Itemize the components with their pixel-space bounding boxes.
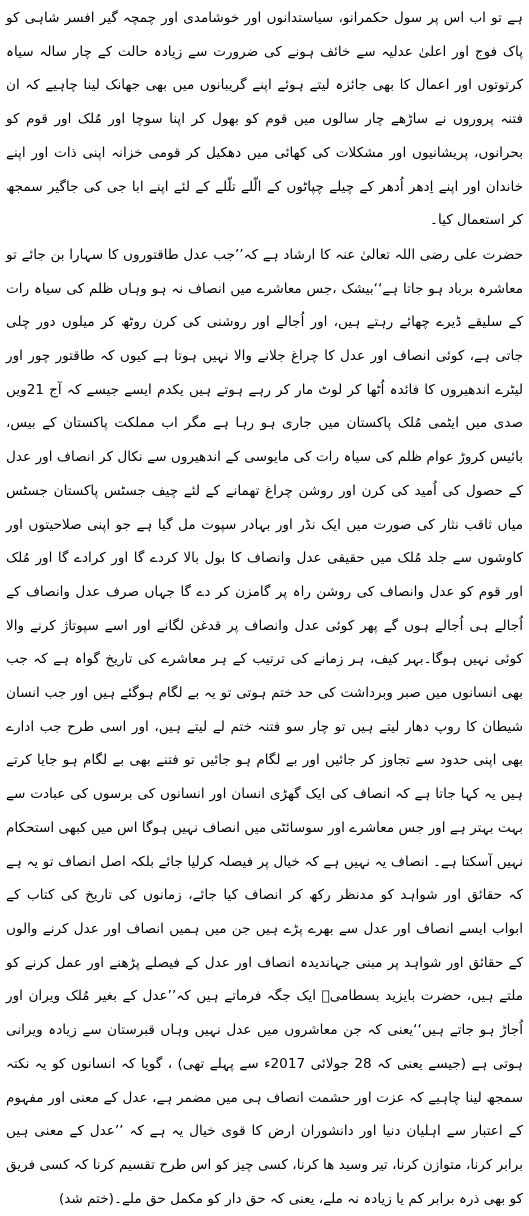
- article-paragraph: ہے تو اب اس پر سول حکمرانو، سیاستدانوں اور خوشامدی اور چمچہ گیر افسر شاہی کو پاک فوج اور اعلیٰ عدلیہ سے خائف ہونے کی ضرورت سے زیادہ حالت کے چار سالہ سیاہ کرتوتوں اور اعمال کا بھی جائزہ لیتے ہوئے اپنے گریبانوں میں بھی جھانک لینا چاہیے کہ ان فتنہ پروروں نے ساڑھے چار سالوں میں قوم کو بھول کر اپنا سوچا اور مُلک اور قوم کو بحرانوں، پریشانیوں اور مشکلات کی کھائی میں دھکیل کر قومی خزانہ اپنی ذات اور اپنے خاندان اور اپنے اِدھر اُدھر کے چیلے چپاٹوں کے الّلے تلّلے کے لئے اپنے ابا جی کی جاگیر سمجھ کر استعمال کیا۔: [6, 10, 523, 229]
- article-paragraph: حضرت علی رضی اللہ تعالیٰ عنہ کا ارشاد ہے کہ’’جب عدل طاقتوروں کا سہارا بن جائے تو معاشرہ برباد ہو جاتا ہے‘‘بیشک ،جس معاشرے میں انصاف نہ ہو وہاں ظلم کی سیاہ رات کے سلیقے ڈیرے چھائے رہتے ہیں، اور اُجالے اور روشنی کی کرن روٹھ کر میلوں دور چلی جاتی ہے، کوئی انصاف اور عدل کا چراغ جلانے والا نہیں ہوتا ہے کیوں کہ طاقتور چور اور لیٹرے اندھیروں کا فائدہ اُٹھا کر لوٹ مار کر رہے ہوتے ہیں یکدم ایسے جیسے کہ آج 21ویں صدی میں ایٹمی مُلک پاکستان میں جاری ہو رہا ہے مگر اب مملکت پاکستان کے بیس، بائیس کروڑ عوام ظلم کی سیاہ رات کی مایوسی کے اندھیروں سے نکال کر انصاف اور عدل کے حصول کی اُمید کی کرن اور روشن چراغ تھمانے کے لئے چیف جسٹس پاکستان جسٹس میاں ثاقب نثار کی صورت میں ایک نڈر اور بہادر سپوت مل گیا ہے جو اپنی صلاحیتوں اور کاوشوں سے جلد مُلک میں حقیقی عدل وانصاف کا بول بالا کردے گا اور کرادے گا اور مُلک اور قوم کو عدل وانصاف کی روشن راہ پر گامزن کر دے گا جہاں صرف عدل وانصاف کے اُجالے ہی اُجالے ہوں گے پھر کوئی عدل وانصاف پر قدغن لگانے اور اسے سپوتاژ کرنے والا کوئی نہیں ہوگا۔بہر کیف، ہر زمانے کی ترتیب کے ہر معاشرے کی تاریخ گواہ ہے کہ جب بھی انسانوں میں صبر وبرداشت کی حد ختم ہوتی تو یہ بے لگام ہوگئے ہیں اور جب انسان شیطان کا روپ دھار لیتے ہیں تو چار سو فتنہ ختم لے لیتے ہیں، اور اسی طرح جب ادارے بھی اپنی حدود سے تجاوز کر جائیں اور بے لگام ہو جائیں تو فتنے بھی بے لگام ہو جایا کرتے ہیں یہ کہا جاتا ہے کہ انصاف کی ایک گھڑی انسان اور انسانوں کی برسوں کی عبادت سے بہت بہتر ہے اور جس معاشرے اور سوسائٹی میں انصاف نہیں ہوگا اس میں کبھی استحکام نہیں آسکتا ہے۔ انصاف یہ نہیں ہے کہ خیال پر فیصلہ کرلیا جائے بلکہ اصل انصاف تو یہ ہے کہ حقائق اور شواہد کو مدنظر رکھ کر انصاف کیا جائے، زمانوں کی تاریخ کی کتاب کے ابواب ایسے انصاف اور عدل سے بھرے پڑے ہیں جن میں ہمیں انصاف اور عدل کرنے والوں کے حقائق اور شواہد پر مبنی جہاندیدہ انصاف اور عدل کے فیصلے پڑھنے اور عمل کرنے کو ملتے ہیں، حضرت بایزید بسطامیؒ ایک جگہ فرماتے ہیں کہ’’عدل کے بغیر مُلک ویران اور اُجاڑ ہو جاتے ہیں‘‘یعنی کہ جن معاشروں میں عدل نہیں وہاں قبرستان سے زیادہ ویرانی ہوتی ہے (جیسے یعنی کہ 28 جولائی 2017ء سے پہلے تھی) ، گویا کہ انسانوں کو یہ نکتہ سمجھ لینا چاہیے کہ عزت اور حشمت انصاف ہی میں مضمر ہے، عدل کے معنی اور مفہوم کے اعتبار سے اہلیان دنیا اور دانشوران ارض کا قوی خیال یہ ہے کہ ’’عدل کے معنی ہیں برابر کرنا، متوازن کرنا، تیر وسید ھا کرنا، کسی چیز کو اس طرح تقسیم کرنا کہ کسی فریق کو بھی ذرہ برابر کم یا زیادہ نہ ملے، یعنی کہ حق دار کو مکمل حق ملے۔(ختم شد): [6, 246, 523, 1207]
